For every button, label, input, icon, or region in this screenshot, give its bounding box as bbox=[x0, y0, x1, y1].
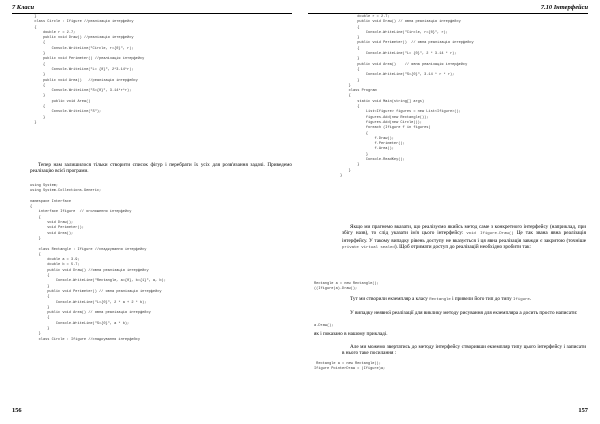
code-line: Console.WriteLine("L={0}", 2 * a + 2 * b); bbox=[30, 300, 147, 305]
p2-text-c: . bbox=[529, 296, 532, 302]
code-line: foreach (Ifigure f in figures) bbox=[340, 126, 431, 131]
code-line: } bbox=[30, 284, 50, 289]
code-line: { bbox=[30, 62, 46, 67]
code-line: public void Draw() //реалізація інтерфейсу bbox=[30, 36, 134, 41]
code-line: ((Ifigure)a).Draw(); bbox=[314, 287, 358, 292]
right-paragraph-5 bbox=[342, 344, 586, 357]
right-paragraph-3 bbox=[342, 310, 586, 316]
left-code-block-circle bbox=[30, 15, 144, 126]
right-paragraph-2 bbox=[342, 296, 586, 303]
code-line: Console.ReadKey(); bbox=[340, 158, 405, 163]
code-line: public void Perimeter() //реалізація інтерфейсу bbox=[30, 57, 145, 62]
code-line: f.Draw(); bbox=[340, 136, 394, 141]
code-line: Console.WriteLine("L= {0}", 2 * 3.14 * r); bbox=[340, 52, 457, 57]
p1-text-c: ). Щоб отримати доступ до реалізацій необхідно зробити так: bbox=[394, 244, 531, 251]
code-line: class Rectangle : Ifigure //спадкування інтерфейсу bbox=[30, 247, 147, 252]
code-line: } bbox=[340, 152, 369, 157]
code-line: Console.WriteLine("L= {0}", 2*3.14*r); bbox=[30, 67, 134, 72]
code-line: double b = 5.7; bbox=[30, 263, 80, 268]
code-line: void Perimeter(); bbox=[30, 226, 84, 231]
code-line: void Draw(); bbox=[30, 221, 74, 226]
code-line: Console.WriteLine("S"); bbox=[30, 110, 102, 115]
code-line: { bbox=[30, 295, 50, 300]
p2-text-b: і привели його тип до типу bbox=[450, 296, 513, 302]
code-line: { bbox=[340, 46, 360, 51]
code-line: Ifigure PointerDraw = (Ifigure)a; bbox=[314, 367, 386, 372]
code-line: } bbox=[30, 115, 46, 120]
right-page-header: 7.10 Інтерфейси bbox=[540, 4, 588, 11]
code-line: } bbox=[30, 327, 50, 332]
code-line: public void Perimeter() // явна реалізація інтерфейсу bbox=[340, 41, 474, 46]
code-line: { bbox=[30, 205, 33, 210]
code-line: } bbox=[340, 168, 351, 173]
left-page-number: 156 bbox=[12, 407, 22, 414]
code-line: } bbox=[30, 120, 37, 125]
left-page-header: 7 Класи bbox=[12, 4, 34, 11]
left-header-rule bbox=[12, 13, 292, 14]
code-line: public void Draw() //явна реалізація інтерфейсу bbox=[30, 268, 149, 273]
code-line: Rectangle a = new Rectangle(); bbox=[314, 282, 379, 286]
code-line: { bbox=[340, 67, 360, 72]
code-line: } bbox=[340, 173, 343, 178]
code-line: } bbox=[30, 332, 41, 337]
p2-code-ifigure: Ifigure bbox=[513, 298, 530, 302]
code-line: { bbox=[30, 252, 41, 257]
code-line: namespace Interface bbox=[30, 199, 71, 204]
code-line: using System.Collections.Generic; bbox=[30, 189, 102, 194]
code-line: Console.WriteLine("Circle, r={0}", r); bbox=[340, 30, 448, 35]
right-code-snippet-draw: a.Draw(); bbox=[314, 324, 334, 328]
code-line: public void Area() // явна реалізація інтерфейсу bbox=[340, 62, 468, 67]
right-paragraph-1 bbox=[342, 224, 586, 251]
right-paragraph-4 bbox=[314, 331, 586, 337]
code-line: { bbox=[30, 105, 46, 110]
code-line: figures.Add(new Rectangle()); bbox=[340, 115, 429, 120]
right-page-number: 157 bbox=[578, 407, 588, 414]
code-line: { bbox=[340, 105, 360, 110]
p1-code-private-virtual-sealed: private virtual sealed bbox=[342, 246, 395, 251]
code-line: public void Area() bbox=[30, 99, 91, 104]
code-line: { bbox=[340, 131, 369, 136]
left-code-block-program bbox=[30, 184, 166, 343]
code-line: } bbox=[340, 36, 360, 41]
code-line: } bbox=[340, 78, 360, 83]
code-line: double a = 3.9; bbox=[30, 258, 80, 263]
right-page bbox=[300, 0, 600, 424]
code-line: { bbox=[30, 83, 46, 88]
code-line: } bbox=[340, 163, 360, 168]
code-line: using System; bbox=[30, 184, 59, 188]
p4-text: як і показано в нашому прикладі. bbox=[314, 331, 388, 337]
left-paragraph-text: Тепер нам залишилося тільки створити список фігур і перебрати їх усіх для розв'язання задачі. Приведемо реалізацію всієї програми. bbox=[30, 162, 292, 175]
code-line: void Area(); bbox=[30, 231, 74, 236]
p5-text: Але ми можемо звертатись до методу інтерфейсу створивши екземпляр типу цього інтерфейсу і записати в нього таке посилання : bbox=[342, 344, 586, 357]
code-line: List<Ifigure> figures = new List<Ifigure>(); bbox=[340, 110, 461, 115]
code-line: } bbox=[340, 83, 351, 88]
right-header-rule bbox=[308, 13, 588, 14]
code-line: class Program bbox=[340, 89, 377, 94]
code-line: } bbox=[30, 73, 46, 78]
code-line: } bbox=[340, 57, 360, 62]
p1-text-a: Якщо ми прагнемо вказати, що реалізуємо якийсь метод саме з конкретного інтерфейсу (наприклад, при збігу назв), то слід указати ім'я цього інтерфейсу: bbox=[342, 224, 586, 237]
code-line: { bbox=[30, 25, 37, 30]
right-code-snippet-pointer bbox=[314, 362, 385, 373]
right-code-block-program bbox=[340, 15, 474, 179]
code-line: } bbox=[30, 305, 50, 310]
p1-text-b: Це так звана явна реалізація інтерфейсу. У такому випадку рівень доступу не вказується і ця явна реалізація завжди є закритою (точніше bbox=[342, 230, 586, 244]
code-line: Console.WriteLine("Rectangle, a={0}, b={1}", a, b); bbox=[30, 279, 166, 284]
code-line: class Circle : Ifigure //реалізація інтерфейсу bbox=[30, 20, 134, 25]
code-line: figures.Add(new Circle()); bbox=[340, 120, 422, 125]
code-line: { bbox=[30, 316, 50, 321]
code-line: } bbox=[30, 94, 46, 99]
code-line: static void Main(string[] args) bbox=[340, 99, 425, 104]
code-line: public void Draw() // явна реалізація інтерфейсу bbox=[340, 20, 461, 25]
code-line: Console.WriteLine("S={0}", 3.14 * r * r); bbox=[340, 73, 455, 78]
code-line: public void Area() //реалізація інтерфейсу bbox=[30, 78, 138, 83]
code-line: { bbox=[30, 41, 46, 46]
code-line: } bbox=[30, 15, 37, 19]
code-line: public void Area() // явна реалізація інтерфейсу bbox=[30, 311, 151, 316]
code-line: { bbox=[340, 25, 360, 30]
code-line: interface Ifigure // оголошення інтерфейсу bbox=[30, 210, 132, 215]
code-line: public void Perimeter() // явна реалізація інтерфейсу bbox=[30, 289, 162, 294]
code-line: } bbox=[30, 236, 41, 241]
code-line: Console.WriteLine("S={0}", a * b); bbox=[30, 321, 130, 326]
code-line: Console.WriteLine("S={0}", 3.14*r*r); bbox=[30, 89, 132, 94]
left-paragraph bbox=[30, 162, 292, 175]
code-line: Console.WriteLine("Circle, r={0}", r); bbox=[30, 46, 134, 51]
p1-code-ifigure-draw: void Ifigure.Draw() bbox=[466, 232, 514, 237]
code-line: { bbox=[30, 215, 41, 220]
code-line: f.Perimeter(); bbox=[340, 142, 405, 147]
code-line: } bbox=[30, 52, 46, 57]
code-line: double r = 2.7; bbox=[30, 30, 76, 35]
code-line: f.Area(); bbox=[340, 147, 394, 152]
right-code-snippet-cast bbox=[314, 282, 379, 293]
p2-text-a: Тут ми створили екземпляр а класу bbox=[350, 296, 430, 302]
code-line: Rectangle a = new Rectangle(); bbox=[314, 362, 381, 366]
code-line: class Circle : Ifigure //спадкування інтерфейсу bbox=[30, 337, 140, 342]
code-line: { bbox=[340, 94, 351, 99]
p3-text: У випадку неявної реалізації для виклику методу рисування для екземпляра а досить просто написати: bbox=[350, 310, 578, 316]
code-line: { bbox=[30, 274, 50, 279]
code-line: double r = 2.7; bbox=[340, 15, 390, 19]
p2-code-rectangle: Rectangle bbox=[429, 298, 451, 302]
